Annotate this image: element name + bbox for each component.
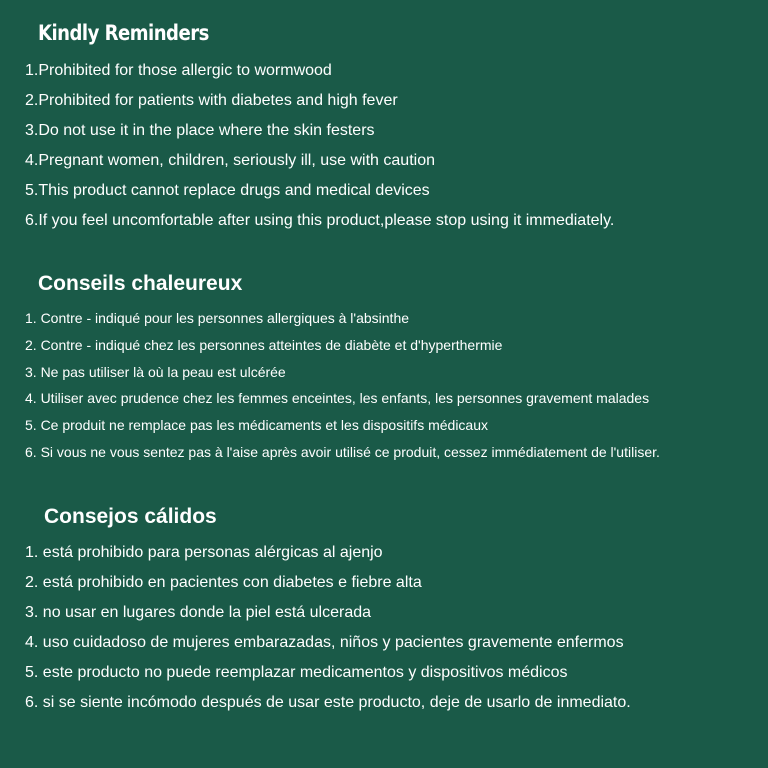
spanish-item-1: 1. está prohibido para personas alérgicas al ajenjo xyxy=(25,544,383,561)
french-item-2: 2. Contre - indiqué chez les personnes atteintes de diabète et d'hyperthermie xyxy=(25,336,503,353)
french-list xyxy=(25,305,768,466)
spanish-item-6: 6. si se siente incómodo después de usar este producto, deje de usarlo de inmediato. xyxy=(25,694,631,711)
french-section xyxy=(0,268,768,466)
english-item-4: 4.Pregnant women, children, seriously ill, use with caution xyxy=(25,152,435,169)
english-item-2: 2.Prohibited for patients with diabetes and high fever xyxy=(25,92,398,109)
spanish-list xyxy=(25,538,768,718)
spanish-item-2: 2. está prohibido en pacientes con diabetes e fiebre alta xyxy=(25,574,422,591)
english-item-3: 3.Do not use it in the place where the skin festers xyxy=(25,122,375,139)
french-item-1: 1. Contre - indiqué pour les personnes allergiques à l'absinthe xyxy=(25,310,410,326)
french-item-3: 3. Ne pas utiliser là où la peau est ulcérée xyxy=(25,363,286,380)
french-item-6: 6. Si vous ne vous sentez pas à l'aise après avoir utilisé ce produit, cessez immédiatement de l'utiliser. xyxy=(25,443,660,460)
english-title: Kindly Reminders xyxy=(38,21,209,45)
english-list xyxy=(25,56,768,236)
french-title: Conseils chaleureux xyxy=(38,272,243,295)
english-item-1: 1.Prohibited for those allergic to wormwood xyxy=(25,62,332,79)
french-item-4: 4. Utiliser avec prudence chez les femmes enceintes, les enfants, les personnes gravement malades xyxy=(25,390,650,407)
spanish-item-5: 5. este producto no puede reemplazar medicamentos y dispositivos médicos xyxy=(25,664,568,681)
spanish-title: Consejos cálidos xyxy=(44,505,217,528)
spanish-item-4: 4. uso cuidadoso de mujeres embarazadas, niños y pacientes gravemente enfermos xyxy=(25,634,624,651)
spanish-item-3: 3. no usar en lugares donde la piel está ulcerada xyxy=(25,604,372,621)
english-item-5: 5.This product cannot replace drugs and medical devices xyxy=(25,182,430,199)
english-section xyxy=(0,18,768,236)
french-item-5: 5. Ce produit ne remplace pas les médicaments et les dispositifs médicaux xyxy=(25,417,488,434)
spanish-section xyxy=(0,502,768,718)
english-item-6: 6.If you feel uncomfortable after using this product,please stop using it immediately. xyxy=(25,212,615,229)
